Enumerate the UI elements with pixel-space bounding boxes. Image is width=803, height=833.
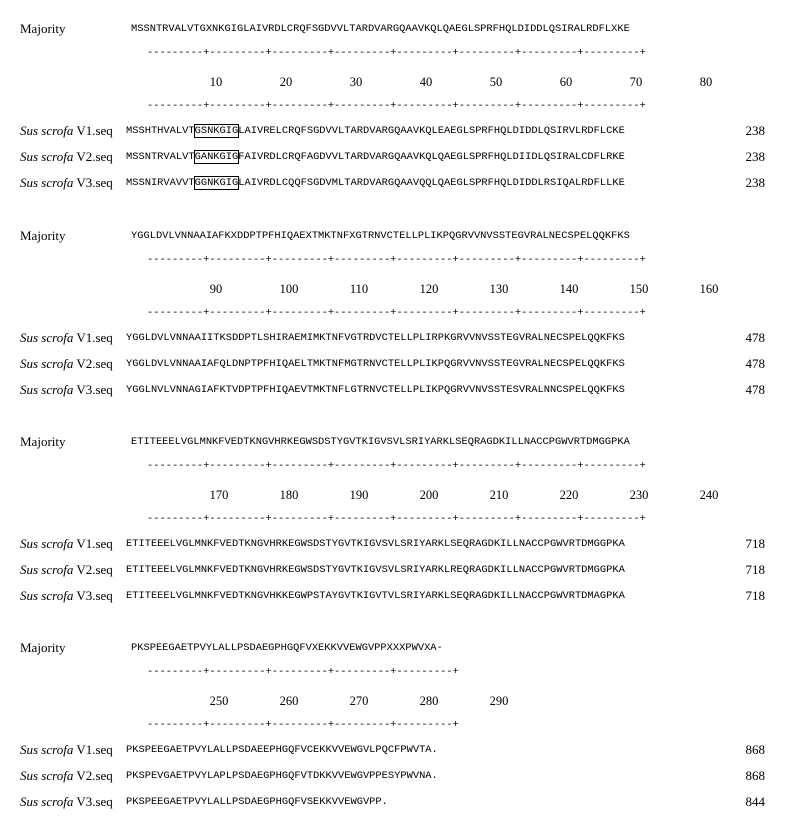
position-tick-label: 70: [629, 75, 643, 89]
position-tick-label: 240: [699, 488, 719, 502]
sequence-row: [0, 793, 803, 811]
majority-sequence: MSSNTRVALVTGXNKGIGLAIVRDLCRQFSGDVVLTARDVARGQAAVKQLQAEGLSPRFHQLDIDDLQSIRALRDFLXKE: [131, 23, 630, 35]
ruler-bottom: ---------+---------+---------+---------+---------+: [147, 719, 459, 731]
sequence-file-name: V3.seq: [76, 382, 113, 397]
aligned-sequence: [126, 381, 625, 399]
sequence-label: [20, 561, 113, 579]
ruler-bottom: ---------+---------+---------+---------+---------+---------+---------+---------+: [147, 307, 646, 319]
species-name: Sus scrofa: [20, 588, 74, 603]
position-tick-label: 10: [209, 75, 223, 89]
aligned-sequence: [126, 148, 625, 166]
sequence-file-name: V2.seq: [76, 562, 113, 577]
species-name: Sus scrofa: [20, 149, 74, 164]
sequence-length: 478: [745, 356, 765, 371]
majority-label: Majority: [20, 21, 66, 36]
aligned-sequence: [126, 355, 625, 373]
sequence-segment: PKSPEEGAETPVYLALLPSDAEEPHGQFVCEKKVVEWGVLPQCFPWVTA.: [126, 744, 438, 756]
species-name: Sus scrofa: [20, 768, 74, 783]
sequence-label: [20, 741, 113, 759]
sequence-row: [0, 587, 803, 605]
sequence-length: 718: [745, 536, 765, 551]
alignment-block: [0, 20, 803, 210]
species-name: Sus scrofa: [20, 562, 74, 577]
sequence-row: [0, 355, 803, 373]
majority-sequence: YGGLDVLVNNAAIAFKXDDPTPFHIQAEXTMKTNFXGTRNVCTELLPLIKPQGRVVNVSSTEGVRALNECSPELQQKFKS: [131, 230, 630, 242]
majority-label: Majority: [20, 228, 66, 243]
sequence-segment: MSSNTRVALVT: [126, 151, 195, 163]
position-tick-label: 250: [209, 694, 229, 708]
position-tick-label: 50: [489, 75, 503, 89]
aligned-sequence: [126, 535, 625, 553]
sequence-segment: PKSPEEGAETPVYLALLPSDAEGPHGQFVSEKKVVEWGVPP.: [126, 796, 388, 808]
position-tick-label: 270: [349, 694, 369, 708]
aligned-sequence: [126, 767, 438, 785]
position-tick-label: 120: [419, 282, 439, 296]
position-tick-label: 60: [559, 75, 573, 89]
sequence-label: [20, 767, 113, 785]
species-name: Sus scrofa: [20, 175, 74, 190]
boxed-motif: GSNKGIG: [194, 125, 239, 137]
majority-sequence: ETITEEELVGLMNKFVEDTKNGVHRKEGWSDSTYGVTKIGVSVLSRIYARKLSEQRAGDKILLNACCPGWVRTDMGGPKA: [131, 436, 630, 448]
position-tick-label: 260: [279, 694, 299, 708]
sequence-label: [20, 381, 113, 399]
position-tick-label: 170: [209, 488, 229, 502]
position-tick-label: 140: [559, 282, 579, 296]
species-name: Sus scrofa: [20, 742, 74, 757]
position-tick-label: 200: [419, 488, 439, 502]
position-tick-label: 220: [559, 488, 579, 502]
sequence-label: [20, 122, 113, 140]
majority-row: [0, 433, 803, 451]
sequence-label: [20, 148, 113, 166]
position-tick-label: 290: [489, 694, 509, 708]
species-name: Sus scrofa: [20, 356, 74, 371]
sequence-label: [20, 535, 113, 553]
sequence-length: 238: [745, 123, 765, 138]
sequence-label: [20, 793, 113, 811]
majority-label: Majority: [20, 434, 66, 449]
sequence-row: [0, 329, 803, 347]
sequence-length: 718: [745, 562, 765, 577]
ruler-bottom: ---------+---------+---------+---------+---------+---------+---------+---------+: [147, 100, 646, 112]
sequence-segment: ETITEEELVGLMNKFVEDTKNGVHKKEGWPSTAYGVTKIGVTVLSRIYARKLSEQRAGDKILLNACCPGWVRTDMAGPKA: [126, 590, 625, 602]
sequence-segment: ETITEEELVGLMNKFVEDTKNGVHRKEGWSDSTYGVTKIGVSVLSRIYARKLSEQRAGDKILLNACCPGWVRTDMGGPKA: [126, 538, 625, 550]
position-tick-label: 180: [279, 488, 299, 502]
sequence-label: [20, 329, 113, 347]
sequence-row: [0, 741, 803, 759]
sequence-segment: YGGLDVLVNNAAIITKSDDPTLSHIRAEMIMKTNFVGTRDVCTELLPLIRPKGRVVNVSSTEGVRALNECSPELQQKFKS: [126, 332, 625, 344]
majority-row: [0, 227, 803, 245]
sequence-file-name: V3.seq: [76, 175, 113, 190]
sequence-label: [20, 587, 113, 605]
sequence-file-name: V3.seq: [76, 794, 113, 809]
boxed-motif: GGNKGIG: [194, 177, 239, 189]
position-tick-label: 30: [349, 75, 363, 89]
sequence-segment: MSSNIRVAVVT: [126, 177, 195, 189]
sequence-file-name: V1.seq: [76, 123, 113, 138]
sequence-file-name: V1.seq: [76, 536, 113, 551]
sequence-file-name: V3.seq: [76, 588, 113, 603]
sequence-segment: YGGLDVLVNNAAIAFQLDNPTPFHIQAELTMKTNFMGTRNVCTELLPLIKPQGRVVNVSSTEGVRALNECSPELQQKFKS: [126, 358, 625, 370]
sequence-row: [0, 561, 803, 579]
sequence-length: 238: [745, 175, 765, 190]
species-name: Sus scrofa: [20, 536, 74, 551]
ruler-top: ---------+---------+---------+---------+---------+---------+---------+---------+: [147, 47, 646, 59]
alignment-block: [0, 639, 803, 829]
alignment-block: [0, 227, 803, 417]
sequence-segment: ETITEEELVGLMNKFVEDTKNGVHRKEGWSDSTYGVTKIGVSVLSRIYARKLREQRAGDKILLNACCPGWVRTDMGGPKA: [126, 564, 625, 576]
sequence-segment: PKSPEVGAETPVYLAPLPSDAEGPHGQFVTDKKVVEWGVPPESYPWVNA.: [126, 770, 438, 782]
sequence-row: [0, 535, 803, 553]
ruler-bottom: ---------+---------+---------+---------+---------+---------+---------+---------+: [147, 513, 646, 525]
species-name: Sus scrofa: [20, 123, 74, 138]
position-tick-label: 230: [629, 488, 649, 502]
position-tick-label: 40: [419, 75, 433, 89]
sequence-file-name: V2.seq: [76, 356, 113, 371]
aligned-sequence: [126, 329, 625, 347]
position-tick-label: 210: [489, 488, 509, 502]
sequence-file-name: V2.seq: [76, 149, 113, 164]
position-tick-label: 100: [279, 282, 299, 296]
sequence-row: [0, 148, 803, 166]
species-name: Sus scrofa: [20, 794, 74, 809]
position-tick-label: 190: [349, 488, 369, 502]
alignment-block: [0, 433, 803, 623]
sequence-segment: LAIVRELCRQFSGDVVLTARDVARGQAAVKQLEAEGLSPRFHQLDIDDLQSIRVLRDFLCKE: [238, 125, 625, 137]
species-name: Sus scrofa: [20, 382, 74, 397]
position-tick-label: 130: [489, 282, 509, 296]
sequence-segment: FAIVRDLCRQFAGDVVLTARDVARGQAAVKQLQAEGLSPRFHQLDIIDLQSIRALCDFLRKE: [238, 151, 625, 163]
position-tick-label: 20: [279, 75, 293, 89]
sequence-length: 844: [745, 794, 765, 809]
position-tick-label: 80: [699, 75, 713, 89]
position-tick-label: 110: [349, 282, 369, 296]
majority-row: [0, 20, 803, 38]
majority-label: Majority: [20, 640, 66, 655]
sequence-length: 478: [745, 330, 765, 345]
sequence-segment: LAIVRDLCQQFSGDVMLTARDVARGQAAVQQLQAEGLSPRFHQLDIDDLRSIQALRDFLLKE: [238, 177, 625, 189]
ruler-top: ---------+---------+---------+---------+---------+---------+---------+---------+: [147, 254, 646, 266]
sequence-label: [20, 174, 113, 192]
ruler-top: ---------+---------+---------+---------+---------+: [147, 666, 459, 678]
aligned-sequence: [126, 793, 388, 811]
aligned-sequence: [126, 174, 625, 192]
sequence-file-name: V1.seq: [76, 330, 113, 345]
sequence-file-name: V2.seq: [76, 768, 113, 783]
aligned-sequence: [126, 561, 625, 579]
majority-sequence: PKSPEEGAETPVYLALLPSDAEGPHGQFVXEKKVVEWGVPPXXXPWVXA-: [131, 642, 443, 654]
majority-row: [0, 639, 803, 657]
position-tick-label: 90: [209, 282, 223, 296]
position-tick-label: 160: [699, 282, 719, 296]
sequence-segment: MSSHTHVALVT: [126, 125, 195, 137]
sequence-label: [20, 355, 113, 373]
sequence-length: 868: [745, 742, 765, 757]
position-tick-label: 150: [629, 282, 649, 296]
species-name: Sus scrofa: [20, 330, 74, 345]
position-tick-label: 280: [419, 694, 439, 708]
aligned-sequence: [126, 587, 625, 605]
sequence-length: 718: [745, 588, 765, 603]
boxed-motif: GANKGIG: [194, 151, 239, 163]
sequence-row: [0, 767, 803, 785]
sequence-row: [0, 174, 803, 192]
sequence-length: 478: [745, 382, 765, 397]
sequence-file-name: V1.seq: [76, 742, 113, 757]
ruler-top: ---------+---------+---------+---------+---------+---------+---------+---------+: [147, 460, 646, 472]
sequence-segment: YGGLNVLVNNAGIAFKTVDPTPFHIQAEVTMKTNFLGTRNVCTELLPLIKPQGRVVNVSSTESVRALNNCSPELQQKFKS: [126, 384, 625, 396]
sequence-length: 238: [745, 149, 765, 164]
aligned-sequence: [126, 122, 625, 140]
sequence-length: 868: [745, 768, 765, 783]
sequence-row: [0, 122, 803, 140]
sequence-row: [0, 381, 803, 399]
aligned-sequence: [126, 741, 438, 759]
